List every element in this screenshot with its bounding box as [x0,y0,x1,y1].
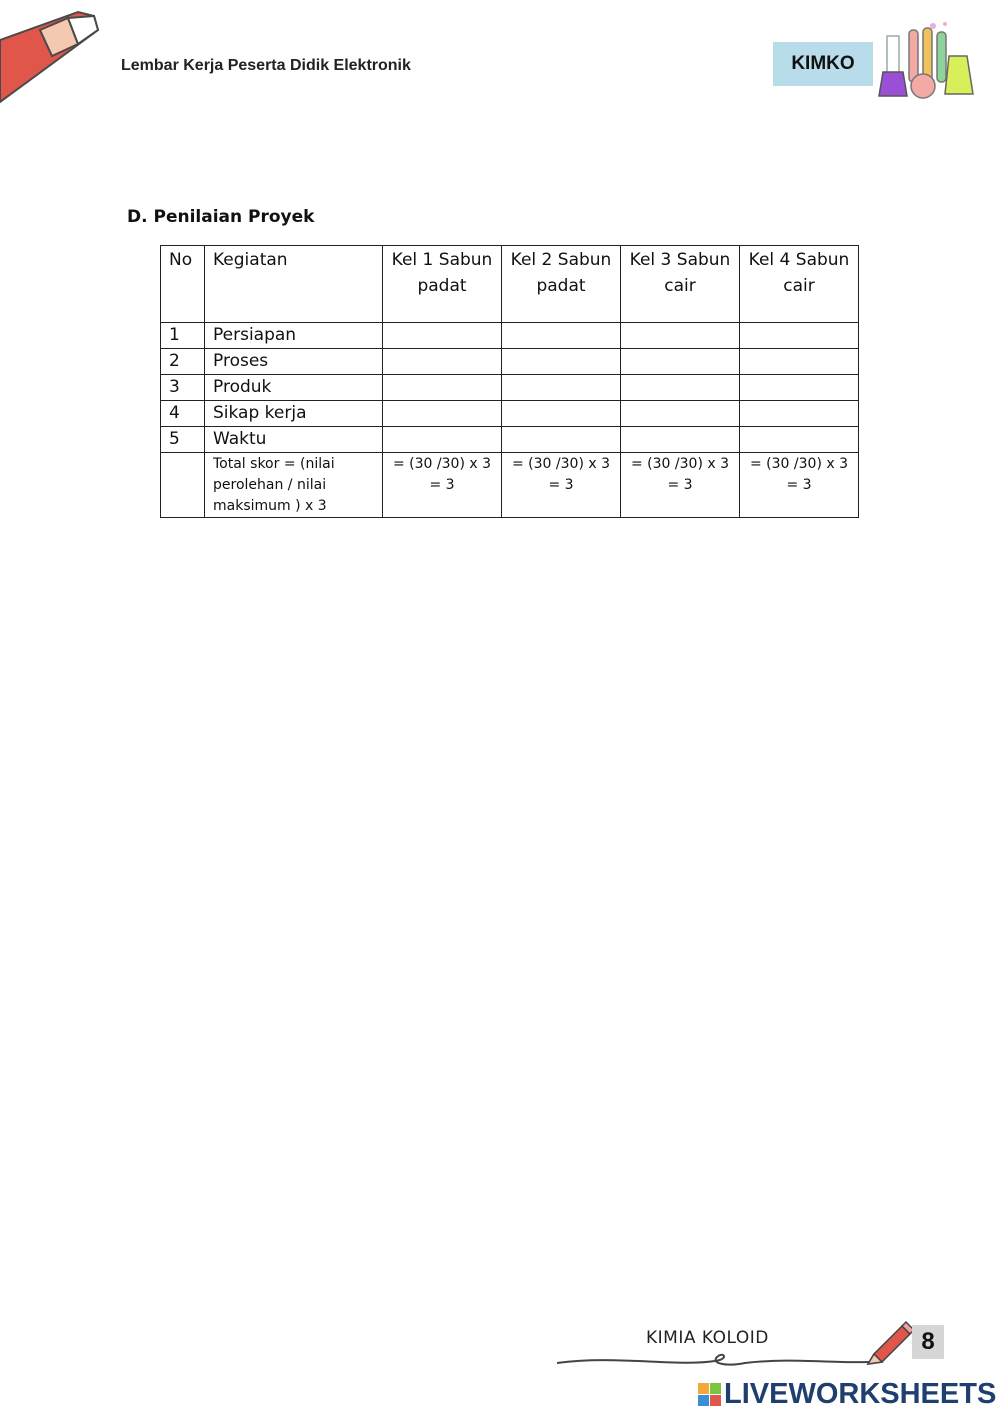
footer-title: KIMIA KOLOID [646,1328,769,1348]
total-score-cell: = (30 /30) x 3 = 3 [740,453,859,518]
pencil-icon [862,1320,914,1372]
watermark-text: LIVEWORKSHEETS [724,1378,997,1410]
score-cell[interactable] [502,349,621,375]
liveworksheets-icon [698,1383,721,1406]
score-cell[interactable] [621,349,740,375]
table-row [161,349,859,375]
score-cell[interactable] [621,375,740,401]
score-cell[interactable] [621,401,740,427]
score-cell[interactable] [502,323,621,349]
document-title: Lembar Kerja Peserta Didik Elektronik [121,57,411,74]
score-cell[interactable] [621,323,740,349]
activity-cell: Persiapan [205,323,383,349]
liveworksheets-logo [698,1378,996,1411]
column-header: Kel 1 Sabun padat [383,246,502,323]
column-header: Kel 4 Sabun cair [740,246,859,323]
table-header-row [161,246,859,323]
column-header: Kel 3 Sabun cair [621,246,740,323]
row-number: 3 [161,375,205,401]
score-cell[interactable] [383,427,502,453]
score-cell[interactable] [740,323,859,349]
row-number: 1 [161,323,205,349]
flasks-icon [875,22,975,107]
table-row [161,323,859,349]
score-cell[interactable] [502,375,621,401]
activity-cell: Proses [205,349,383,375]
table-row [161,401,859,427]
activity-cell: Waktu [205,427,383,453]
row-number: 5 [161,427,205,453]
score-cell[interactable] [383,349,502,375]
score-cell[interactable] [740,401,859,427]
score-cell[interactable] [740,349,859,375]
section-title: D. Penilaian Proyek [127,207,315,227]
activity-cell: Sikap kerja [205,401,383,427]
row-number: 2 [161,349,205,375]
column-header: No [161,246,205,323]
pencil-icon [0,0,100,110]
score-cell[interactable] [740,427,859,453]
column-header: Kel 2 Sabun padat [502,246,621,323]
score-cell[interactable] [383,375,502,401]
brand-label: KIMKO [773,42,873,86]
score-cell[interactable] [383,323,502,349]
total-score-cell: = (30 /30) x 3 = 3 [383,453,502,518]
total-row [161,453,859,518]
total-score-cell: = (30 /30) x 3 = 3 [502,453,621,518]
activity-cell: Produk [205,375,383,401]
row-number: 4 [161,401,205,427]
page-number: 8 [912,1325,944,1359]
total-label: Total skor = (nilai perolehan / nilai maksimum ) x 3 [205,453,383,518]
total-number-cell [161,453,205,518]
total-score-cell: = (30 /30) x 3 = 3 [621,453,740,518]
score-cell[interactable] [621,427,740,453]
score-cell[interactable] [383,401,502,427]
table-row [161,427,859,453]
score-cell[interactable] [502,401,621,427]
swirl-line-icon [555,1345,885,1375]
column-header: Kegiatan [205,246,383,323]
table-row [161,375,859,401]
score-cell[interactable] [740,375,859,401]
assessment-table [160,245,859,518]
score-cell[interactable] [502,427,621,453]
